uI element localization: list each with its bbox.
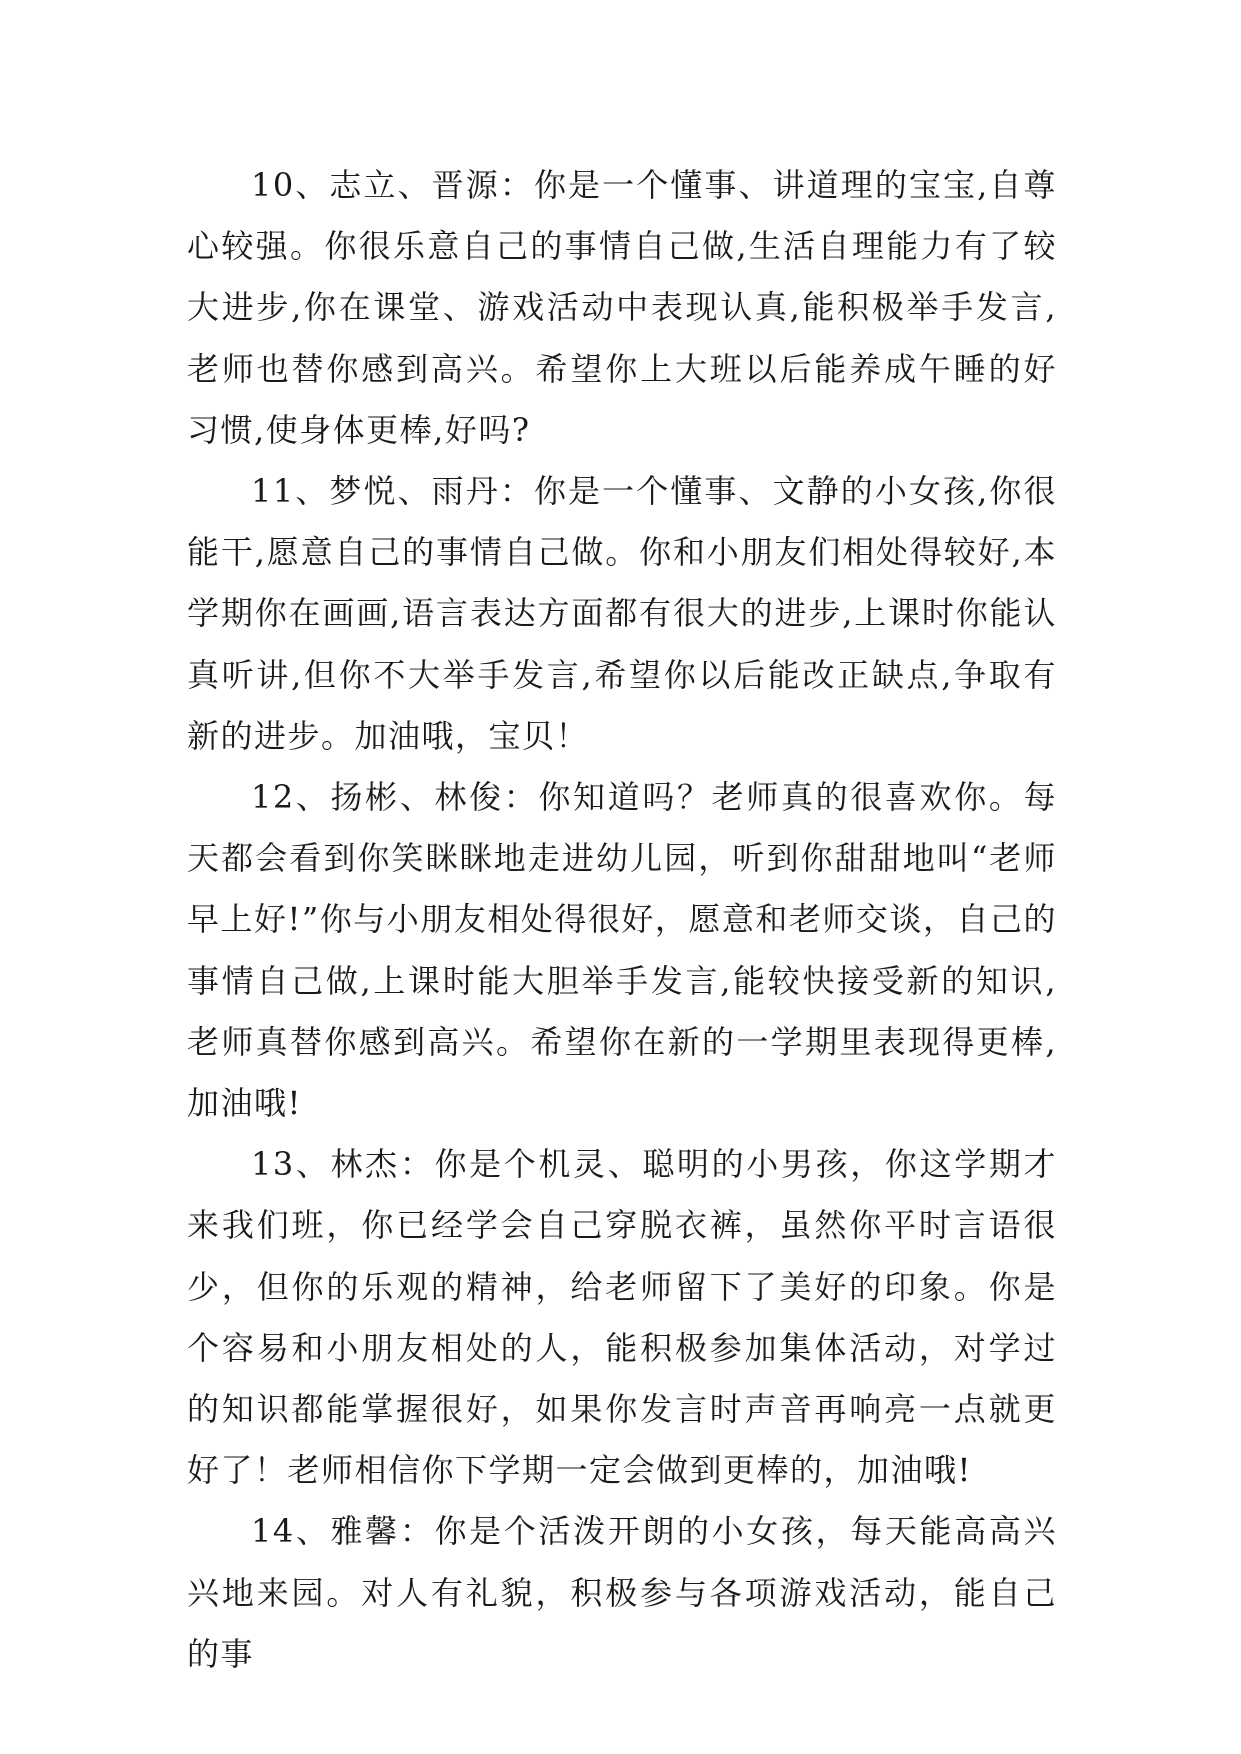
paragraph-10: 10、志立、晋源：你是一个懂事、讲道理的宝宝,自尊心较强。你很乐意自己的事情自己做,生活自理能力有了较大进步,你在课堂、游戏活动中表现认真,能积极举手发言,老师也替你感到高兴。希望你上大班以后能养成午睡的好习惯,使身体更棒,好吗? [187,166,1057,449]
paragraph-13: 13、林杰：你是个机灵、聪明的小男孩，你这学期才来我们班，你已经学会自己穿脱衣裤，虽然你平时言语很少，但你的乐观的精神，给老师留下了美好的印象。你是个容易和小朋友相处的人，能积极参加集体活动，对学过的知识都能掌握很好，如果你发言时声音再响亮一点就更好了！老师相信你下学期一定会做到更棒的，加油哦! [187,1145,1057,1490]
paragraph-11: 11、梦悦、雨丹：你是一个懂事、文静的小女孩,你很能干,愿意自己的事情自己做。你和小朋友们相处得较好,本学期你在画画,语言表达方面都有很大的进步,上课时你能认真听讲,但你不大举手发言,希望你以后能改正缺点,争取有新的进步。加油哦，宝贝！ [187,472,1057,755]
document-body [187,155,1057,1685]
paragraph-12: 12、扬彬、林俊：你知道吗？老师真的很喜欢你。每天都会看到你笑眯眯地走进幼儿园，听到你甜甜地叫“老师早上好!”你与小朋友相处得很好，愿意和老师交谈，自己的事情自己做,上课时能大胆举手发言,能较快接受新的知识,老师真替你感到高兴。希望你在新的一学期里表现得更棒,加油哦! [187,778,1057,1123]
paragraph-14: 14、雅馨：你是个活泼开朗的小女孩，每天能高高兴兴地来园。对人有礼貌，积极参与各项游戏活动，能自己的事 [187,1512,1057,1673]
